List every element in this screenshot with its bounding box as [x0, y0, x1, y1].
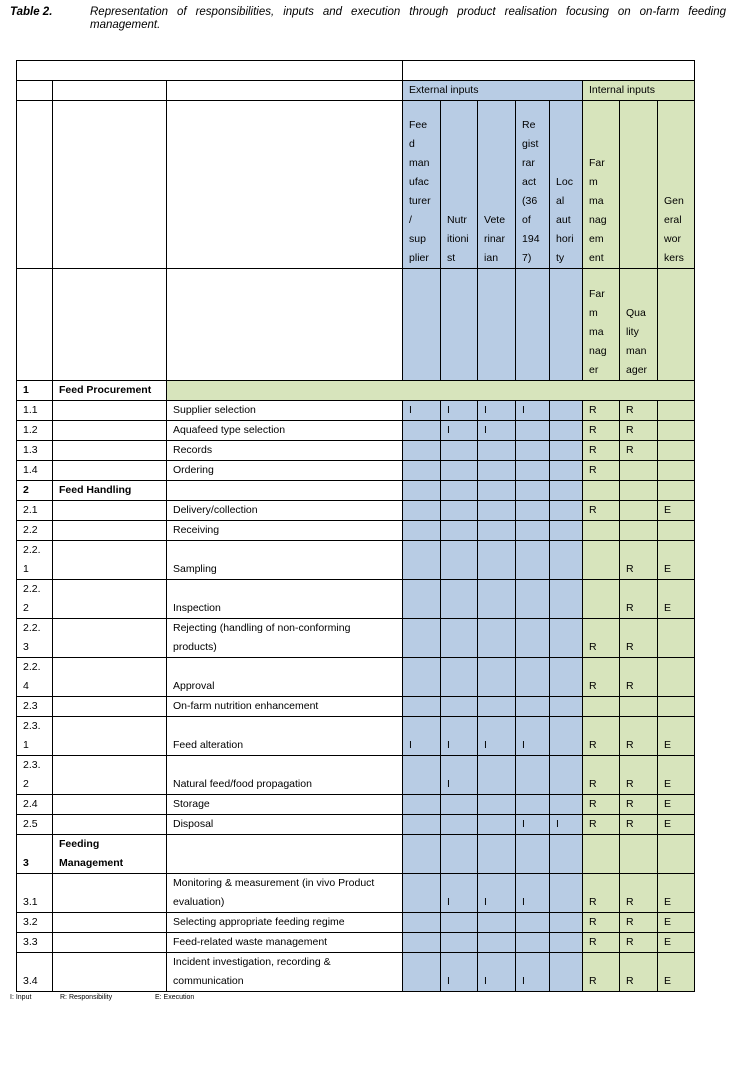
value-cell — [403, 421, 441, 441]
section-title: Feeding Management — [53, 835, 167, 874]
value-cell — [403, 619, 441, 658]
row-label: Ordering — [167, 461, 403, 481]
value-cell: I — [478, 953, 516, 992]
value-cell — [550, 619, 583, 658]
row-blank — [53, 421, 167, 441]
row-number: 2.3. 2 — [17, 756, 53, 795]
blank-cell — [167, 81, 403, 101]
value-cell — [550, 521, 583, 541]
blank-cell — [17, 81, 53, 101]
value-cell — [441, 619, 478, 658]
value-cell — [403, 461, 441, 481]
value-cell — [550, 501, 583, 521]
value-cell — [403, 541, 441, 580]
value-cell — [583, 580, 620, 619]
value-cell — [658, 401, 695, 421]
value-cell — [620, 461, 658, 481]
value-cell — [658, 441, 695, 461]
value-cell: E — [658, 913, 695, 933]
legend-input: I: Input — [10, 994, 32, 1001]
value-cell: E — [658, 815, 695, 835]
value-cell — [441, 541, 478, 580]
value-cell: R — [620, 717, 658, 756]
row-number: 3.1 — [17, 874, 53, 913]
value-cell — [658, 521, 695, 541]
value-cell: R — [620, 756, 658, 795]
value-cell — [583, 835, 620, 874]
value-cell: I — [516, 401, 550, 421]
value-cell: R — [620, 541, 658, 580]
value-cell — [478, 441, 516, 461]
row-label: Incident investigation, recording & communication — [167, 953, 403, 992]
row-number: 3 — [17, 835, 53, 874]
value-cell — [441, 501, 478, 521]
row-label: Inspection — [167, 580, 403, 619]
value-cell: I — [478, 717, 516, 756]
value-cell: R — [620, 815, 658, 835]
row-number: 2.3 — [17, 697, 53, 717]
value-cell — [516, 461, 550, 481]
value-cell: R — [583, 933, 620, 953]
value-cell: R — [620, 933, 658, 953]
value-cell — [441, 913, 478, 933]
subrole-header — [403, 269, 441, 381]
group-internal: Internal inputs — [583, 81, 695, 101]
value-cell: I — [478, 421, 516, 441]
value-cell — [658, 421, 695, 441]
legend-responsibility: R: Responsibility — [60, 994, 113, 1001]
section-band — [167, 381, 695, 401]
row-label: On-farm nutrition enhancement — [167, 697, 403, 717]
value-cell — [583, 541, 620, 580]
row-number: 3.4 — [17, 953, 53, 992]
value-cell: E — [658, 580, 695, 619]
role-header: Vete rinar ian — [478, 101, 516, 269]
value-cell: R — [583, 501, 620, 521]
value-cell — [478, 795, 516, 815]
value-cell: R — [620, 658, 658, 697]
blank-cell — [17, 101, 53, 269]
subrole-header: Qua lity man ager — [620, 269, 658, 381]
row-label: Sampling — [167, 541, 403, 580]
value-cell: I — [478, 874, 516, 913]
blank-cell — [17, 269, 53, 381]
value-cell: R — [583, 619, 620, 658]
value-cell — [441, 580, 478, 619]
row-blank — [53, 541, 167, 580]
value-cell — [441, 658, 478, 697]
row-number: 2.3. 1 — [17, 717, 53, 756]
row-number: 1.2 — [17, 421, 53, 441]
value-cell: R — [620, 953, 658, 992]
subrole-header — [478, 269, 516, 381]
row-blank — [53, 953, 167, 992]
group-external: External inputs — [403, 81, 583, 101]
row-blank — [53, 580, 167, 619]
row-blank — [53, 795, 167, 815]
role-header — [620, 101, 658, 269]
row-label: Delivery/collection — [167, 501, 403, 521]
row-label: Feed alteration — [167, 717, 403, 756]
row-blank — [53, 501, 167, 521]
value-cell: E — [658, 501, 695, 521]
value-cell: R — [620, 441, 658, 461]
row-blank — [53, 933, 167, 953]
value-cell — [516, 913, 550, 933]
blank-header-right — [403, 61, 695, 81]
value-cell — [516, 541, 550, 580]
row-blank — [53, 441, 167, 461]
value-cell — [550, 717, 583, 756]
value-cell — [441, 835, 478, 874]
row-label: Storage — [167, 795, 403, 815]
role-header: Fee d man ufac turer / sup plier — [403, 101, 441, 269]
value-cell — [478, 580, 516, 619]
row-label: Disposal — [167, 815, 403, 835]
row-number: 1 — [17, 381, 53, 401]
value-cell — [550, 580, 583, 619]
value-cell — [403, 658, 441, 697]
value-cell — [478, 658, 516, 697]
row-label: Selecting appropriate feeding regime — [167, 913, 403, 933]
value-cell — [516, 521, 550, 541]
value-cell — [550, 658, 583, 697]
row-number: 3.3 — [17, 933, 53, 953]
value-cell — [478, 619, 516, 658]
row-label: Feed-related waste management — [167, 933, 403, 953]
value-cell — [620, 481, 658, 501]
row-number: 2.2. 2 — [17, 580, 53, 619]
row-blank — [53, 401, 167, 421]
value-cell: I — [550, 815, 583, 835]
value-cell — [516, 441, 550, 461]
row-label: Supplier selection — [167, 401, 403, 421]
value-cell — [658, 619, 695, 658]
value-cell: E — [658, 541, 695, 580]
value-cell — [478, 933, 516, 953]
row-label: Receiving — [167, 521, 403, 541]
row-blank — [53, 717, 167, 756]
value-cell: R — [583, 795, 620, 815]
row-blank — [53, 874, 167, 913]
value-cell — [550, 756, 583, 795]
value-cell — [583, 697, 620, 717]
value-cell — [620, 521, 658, 541]
value-cell: I — [516, 815, 550, 835]
value-cell — [441, 697, 478, 717]
value-cell: I — [441, 421, 478, 441]
value-cell: R — [583, 658, 620, 697]
value-cell — [403, 441, 441, 461]
role-header: Nutr itioni st — [441, 101, 478, 269]
value-cell: I — [441, 874, 478, 913]
value-cell: R — [583, 913, 620, 933]
value-cell — [583, 521, 620, 541]
value-cell — [441, 521, 478, 541]
row-number: 1.3 — [17, 441, 53, 461]
blank-cell — [53, 81, 167, 101]
value-cell — [550, 441, 583, 461]
value-cell — [620, 835, 658, 874]
value-cell: R — [583, 717, 620, 756]
row-number: 1.4 — [17, 461, 53, 481]
value-cell — [583, 481, 620, 501]
subrole-header — [441, 269, 478, 381]
caption-text: Representation of responsibilities, inputs and execution through product realisation focusing on on-farm feeding management. — [90, 6, 726, 31]
value-cell — [516, 933, 550, 953]
value-cell: I — [516, 953, 550, 992]
value-cell — [403, 815, 441, 835]
value-cell — [658, 658, 695, 697]
value-cell: I — [516, 874, 550, 913]
value-cell — [478, 501, 516, 521]
value-cell: I — [478, 401, 516, 421]
blank-header-left — [17, 61, 403, 81]
value-cell — [403, 501, 441, 521]
value-cell — [516, 481, 550, 501]
row-number: 1.1 — [17, 401, 53, 421]
blank-cell — [53, 101, 167, 269]
value-cell — [403, 913, 441, 933]
value-cell — [658, 481, 695, 501]
value-cell: R — [620, 795, 658, 815]
row-blank — [53, 461, 167, 481]
value-cell — [478, 913, 516, 933]
subrole-header — [516, 269, 550, 381]
row-number: 2.2. 1 — [17, 541, 53, 580]
value-cell: R — [620, 421, 658, 441]
value-cell — [403, 697, 441, 717]
row-label — [167, 481, 403, 501]
role-header: Gen eral wor kers — [658, 101, 695, 269]
value-cell — [403, 756, 441, 795]
value-cell: I — [441, 756, 478, 795]
value-cell — [403, 933, 441, 953]
value-cell — [516, 658, 550, 697]
value-cell — [516, 421, 550, 441]
value-cell — [516, 756, 550, 795]
subrole-header — [658, 269, 695, 381]
subrole-header: Far m ma nag er — [583, 269, 620, 381]
row-number: 3.2 — [17, 913, 53, 933]
value-cell — [550, 421, 583, 441]
value-cell: R — [620, 401, 658, 421]
value-cell: I — [441, 953, 478, 992]
blank-cell — [167, 101, 403, 269]
value-cell — [550, 874, 583, 913]
value-cell: R — [620, 619, 658, 658]
row-label: Aquafeed type selection — [167, 421, 403, 441]
value-cell — [478, 815, 516, 835]
section-title: Feed Procurement — [53, 381, 167, 401]
caption-label: Table 2. — [10, 6, 53, 18]
value-cell: R — [620, 874, 658, 913]
value-cell — [403, 580, 441, 619]
responsibility-table — [16, 60, 695, 992]
value-cell — [441, 933, 478, 953]
value-cell — [550, 481, 583, 501]
row-number: 2.5 — [17, 815, 53, 835]
value-cell — [550, 933, 583, 953]
row-blank — [53, 521, 167, 541]
value-cell — [550, 953, 583, 992]
role-header: Far m ma nag em ent — [583, 101, 620, 269]
value-cell — [441, 461, 478, 481]
value-cell — [403, 481, 441, 501]
value-cell: E — [658, 874, 695, 913]
value-cell — [516, 697, 550, 717]
value-cell — [441, 481, 478, 501]
value-cell — [658, 697, 695, 717]
value-cell — [516, 795, 550, 815]
value-cell: R — [583, 441, 620, 461]
value-cell — [516, 580, 550, 619]
value-cell — [403, 521, 441, 541]
value-cell — [516, 619, 550, 658]
value-cell: R — [620, 913, 658, 933]
value-cell: R — [620, 580, 658, 619]
row-label — [167, 835, 403, 874]
value-cell: R — [583, 756, 620, 795]
row-blank — [53, 756, 167, 795]
row-label: Monitoring & measurement (in vivo Product evaluation) — [167, 874, 403, 913]
section-title: Feed Handling — [53, 481, 167, 501]
row-label: Records — [167, 441, 403, 461]
row-number: 2.2. 4 — [17, 658, 53, 697]
value-cell — [550, 913, 583, 933]
value-cell: E — [658, 756, 695, 795]
row-blank — [53, 815, 167, 835]
row-number: 2.2. 3 — [17, 619, 53, 658]
value-cell — [550, 541, 583, 580]
blank-cell — [53, 269, 167, 381]
value-cell: R — [583, 953, 620, 992]
value-cell — [478, 521, 516, 541]
role-header: Loc al aut hori ty — [550, 101, 583, 269]
value-cell: R — [583, 874, 620, 913]
row-number: 2 — [17, 481, 53, 501]
row-blank — [53, 658, 167, 697]
value-cell: E — [658, 953, 695, 992]
value-cell — [403, 874, 441, 913]
value-cell: E — [658, 933, 695, 953]
row-label: Rejecting (handling of non-conforming products) — [167, 619, 403, 658]
value-cell — [550, 461, 583, 481]
value-cell — [478, 541, 516, 580]
value-cell — [550, 795, 583, 815]
value-cell — [658, 461, 695, 481]
row-number: 2.4 — [17, 795, 53, 815]
subrole-header — [550, 269, 583, 381]
value-cell: R — [583, 401, 620, 421]
value-cell — [516, 501, 550, 521]
value-cell — [550, 401, 583, 421]
value-cell: R — [583, 421, 620, 441]
value-cell — [403, 953, 441, 992]
value-cell — [441, 795, 478, 815]
value-cell — [403, 795, 441, 815]
value-cell — [441, 815, 478, 835]
value-cell — [478, 461, 516, 481]
value-cell — [516, 835, 550, 874]
row-blank — [53, 697, 167, 717]
value-cell — [550, 835, 583, 874]
row-number: 2.1 — [17, 501, 53, 521]
value-cell — [658, 835, 695, 874]
value-cell: I — [441, 401, 478, 421]
value-cell — [620, 697, 658, 717]
value-cell: I — [403, 717, 441, 756]
value-cell: I — [516, 717, 550, 756]
value-cell — [478, 835, 516, 874]
value-cell — [478, 481, 516, 501]
legend-execution: E: Execution — [155, 994, 195, 1001]
row-blank — [53, 913, 167, 933]
value-cell — [403, 835, 441, 874]
value-cell: R — [583, 815, 620, 835]
value-cell: E — [658, 795, 695, 815]
value-cell: R — [583, 461, 620, 481]
value-cell — [478, 697, 516, 717]
value-cell: I — [403, 401, 441, 421]
value-cell — [620, 501, 658, 521]
value-cell — [441, 441, 478, 461]
role-header: Re gist rar act (36 of 194 7) — [516, 101, 550, 269]
value-cell — [550, 697, 583, 717]
blank-cell — [167, 269, 403, 381]
row-label: Approval — [167, 658, 403, 697]
value-cell — [478, 756, 516, 795]
row-number: 2.2 — [17, 521, 53, 541]
row-blank — [53, 619, 167, 658]
value-cell: E — [658, 717, 695, 756]
row-label: Natural feed/food propagation — [167, 756, 403, 795]
value-cell: I — [441, 717, 478, 756]
